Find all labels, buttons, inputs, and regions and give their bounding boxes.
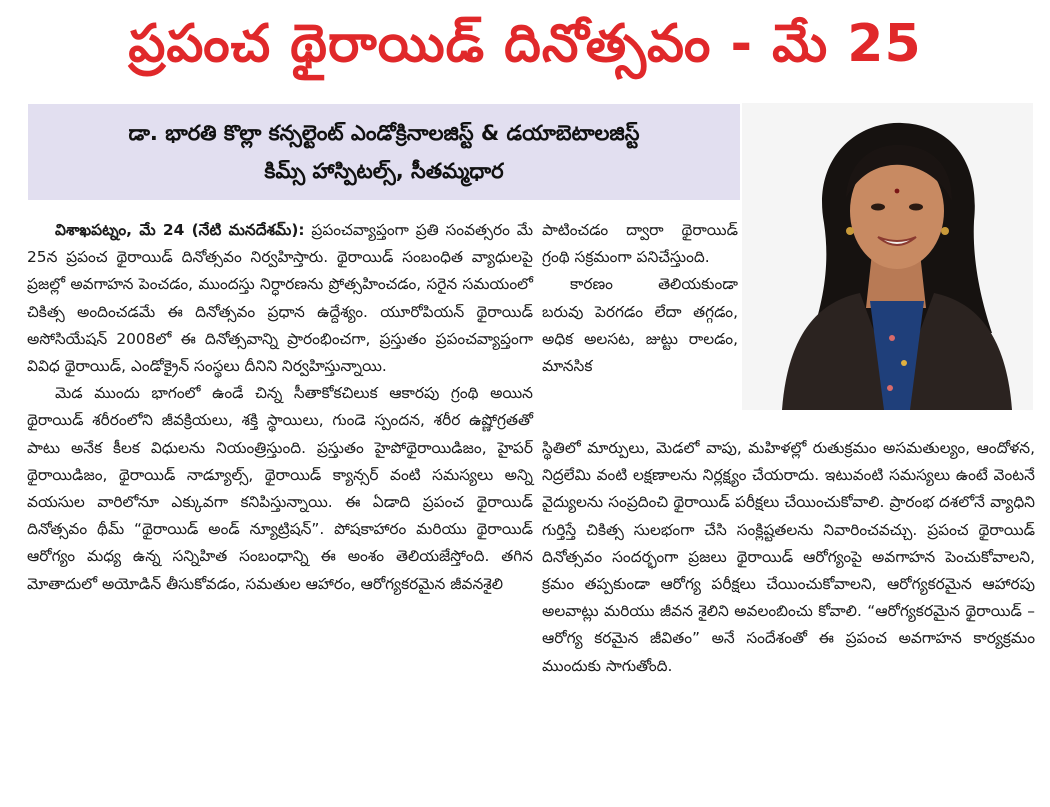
- article-paragraph-2: మెడ ముందు భాగంలో ఉండే చిన్న సీతాకోకచిలుక ఆకారపు గ్రంథి అయిన థైరాయిడ్ శరీరంలోని జీవక్రియలు, శక్తి స్థాయిలు, గుండె స్పందన, శరీర ఉష్ణోగ్రతతో పాటు అనేక కీలక విధులను నియంత్రిస్తుంది. ప్రస్తుతం హైపోథైరాయిడిజం, హైపర్ థైరాయిడిజం, థైరాయిడ్ నాడ్యూల్స్, థైరాయిడ్ క్యాన్సర్ వంటి సమస్యలు అన్ని వయసుల వారిలోనూ ఎక్కువగా కనిపిస్తున్నాయి. ఈ ఏడాది ప్రపంచ థైరాయిడ్ దినోత్సవం థీమ్ “థైరాయిడ్ అండ్ న్యూట్రిషన్”. పోషకాహారం మరియు థైరాయిడ్ ఆరోగ్యం మధ్య ఉన్న సన్నిహిత సంబంధాన్ని ఈ అంశం తెలియజేస్తోంది. తగిన మోతాదులో అయోడిన్ తీసుకోవడం, సమతుల ఆహారం, ఆరోగ్యకరమైన జీవనశైలి: [27, 384, 533, 593]
- author-photo: [742, 103, 1033, 410]
- headline: ప్రపంచ థైరాయిడ్ దినోత్సవం - మే 25: [128, 13, 922, 74]
- article-paragraph-3-continued: స్థితిలో మార్పులు, మెడలో వాపు, మహిళల్లో రుతుక్రమం అసమతుల్యం, ఆందోళన, నిద్రలేమి వంటి లక్షణాలను నిర్లక్ష్యం చేయరాదు. ఇటువంటి సమస్యలు ఉంటే వెంటనే వైద్యులను సంప్రదించి థైరాయిడ్ పరీక్షలు చేయించుకోవాలి. ప్రారంభ దశలోనే వ్యాధిని గుర్తిస్తే చికిత్స సులభంగా చేసి సంక్లిష్టతలను నివారించవచ్చు. ప్రపంచ థైరాయిడ్ దినోత్సవం సందర్భంగా ప్రజలు థైరాయిడ్ ఆరోగ్యంపై అవగాహన పెంచుకోవాలని, క్రమం తప్పకుండా ఆరోగ్య పరీక్షలు చేయించుకోవాలని, ఆరోగ్యకరమైన ఆహారపు అలవాట్లు మరియు జీవన శైలిని అవలంబించు కోవాలి. “ఆరోగ్యకరమైన థైరాయిడ్ – ఆరోగ్య కరమైన జీవితం” అనే సందేశంతో ఈ ప్రపంచ అవగాహన కార్యక్రమం ముందుకు సాగుతోంది.: [542, 439, 1035, 675]
- byline-author: డా. భారతి కొల్లా కన్సల్టెంట్ ఎండోక్రినాలజిస్ట్ & డయాబెటాలజిస్ట్: [128, 121, 640, 145]
- article-dateline: విశాఖపట్నం, మే 24 (నేటి మనదేశమ్):: [55, 221, 305, 239]
- article-column-middle: [542, 217, 738, 380]
- article-column-left: [27, 217, 533, 598]
- article-paragraph-1: [27, 217, 533, 380]
- article-column-right: [542, 435, 1035, 680]
- byline-hospital: కిమ్స్ హాస్పిటల్స్, సీతమ్మధార: [264, 159, 504, 183]
- article-paragraph-3-start: కారణం తెలియకుండా బరువు పెరగడం లేదా తగ్గడం, అధిక అలసట, జుట్టు రాలడం, మానసిక: [542, 275, 738, 376]
- article-paragraph-2-continued: పాటించడం ద్వారా థైరాయిడ్ గ్రంథి సక్రమంగా పనిచేస్తుంది.: [542, 221, 738, 267]
- byline-box: [28, 104, 740, 200]
- author-portrait-illustration: [742, 103, 1033, 410]
- article-paragraph-1-body: ప్రపంచవ్యాప్తంగా ప్రతి సంవత్సరం మే 25న ప్రపంచ థైరాయిడ్ దినోత్సవం నిర్వహిస్తారు. థైరాయిడ్ సంబంధిత వ్యాధులపై ప్రజల్లో అవగాహన పెంచడం, ముందస్తు నిర్ధారణను ప్రోత్సహించడం, సరైన సమయంలో చికిత్స అందించడమే ఈ దినోత్సవం ప్రధాన ఉద్దేశ్యం. యూరోపియన్ థైరాయిడ్ అసోసియేషన్ 2008లో ఈ దినోత్సవాన్ని ప్రారంభించగా, ప్రస్తుతం ప్రపంచవ్యాప్తంగా వివిధ థైరాయిడ్, ఎండోక్రైన్ సంస్థలు దీనిని నిర్వహిస్తున్నాయి.: [27, 221, 533, 376]
